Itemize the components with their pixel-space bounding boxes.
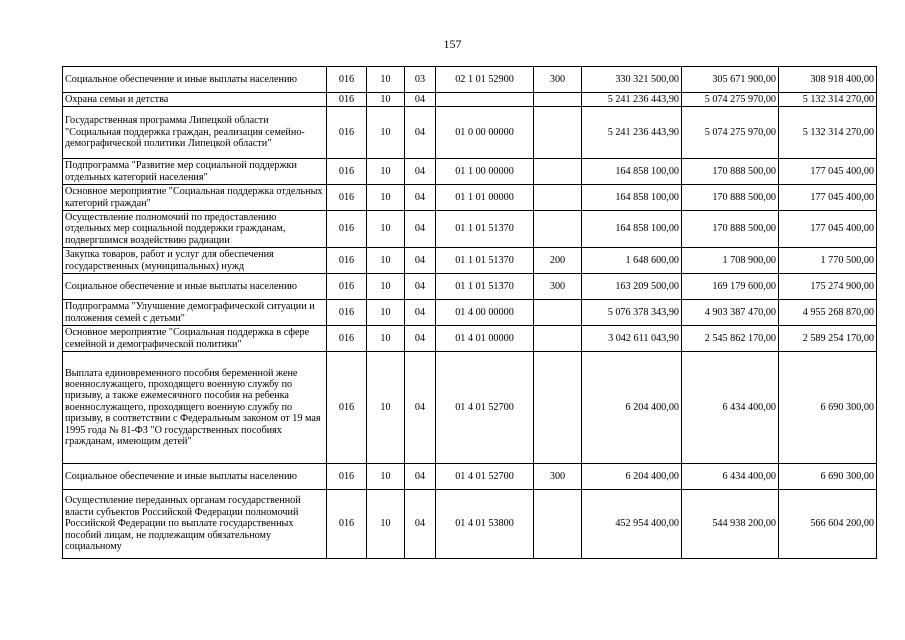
cell-subsection-code: 04 [405,107,436,159]
cell-name: Социальное обеспечение и иные выплаты населению [63,464,327,490]
cell-amount-year-1: 163 209 500,00 [582,274,682,300]
cell-section-code: 10 [367,67,405,93]
cell-expense-type: 300 [534,464,582,490]
cell-target-code [436,93,534,107]
cell-section-code: 10 [367,300,405,326]
budget-table [62,66,877,559]
cell-amount-year-1: 330 321 500,00 [582,67,682,93]
cell-target-code: 01 0 00 00000 [436,107,534,159]
cell-expense-type [534,300,582,326]
cell-subsection-code: 04 [405,211,436,248]
cell-name: Социальное обеспечение и иные выплаты населению [63,67,327,93]
table-row [63,490,877,559]
cell-amount-year-2: 2 545 862 170,00 [682,326,779,352]
cell-amount-year-3: 5 132 314 270,00 [779,93,877,107]
cell-section-code: 10 [367,490,405,559]
cell-name: Закупка товаров, работ и услуг для обеспечения государственных (муниципальных) нужд [63,248,327,274]
cell-target-code: 01 1 01 51370 [436,248,534,274]
cell-expense-type [534,185,582,211]
cell-ministry-code: 016 [327,464,367,490]
table-body [63,67,877,559]
cell-subsection-code: 04 [405,93,436,107]
cell-ministry-code: 016 [327,159,367,185]
cell-target-code: 01 1 01 51370 [436,274,534,300]
cell-amount-year-2: 6 434 400,00 [682,352,779,464]
cell-amount-year-2: 6 434 400,00 [682,464,779,490]
cell-amount-year-2: 169 179 600,00 [682,274,779,300]
cell-amount-year-2: 4 903 387 470,00 [682,300,779,326]
cell-amount-year-3: 566 604 200,00 [779,490,877,559]
cell-expense-type [534,211,582,248]
table-row [63,274,877,300]
cell-amount-year-2: 5 074 275 970,00 [682,93,779,107]
cell-amount-year-3: 1 770 500,00 [779,248,877,274]
cell-amount-year-3: 4 955 268 870,00 [779,300,877,326]
cell-amount-year-2: 1 708 900,00 [682,248,779,274]
cell-name: Основное мероприятие "Социальная поддержка в сфере семейной и демографической политики" [63,326,327,352]
cell-subsection-code: 04 [405,185,436,211]
cell-amount-year-1: 164 858 100,00 [582,211,682,248]
table-row [63,67,877,93]
cell-amount-year-3: 2 589 254 170,00 [779,326,877,352]
cell-ministry-code: 016 [327,93,367,107]
cell-expense-type [534,107,582,159]
cell-amount-year-3: 177 045 400,00 [779,211,877,248]
cell-section-code: 10 [367,464,405,490]
cell-target-code: 01 1 00 00000 [436,159,534,185]
cell-expense-type [534,159,582,185]
cell-target-code: 01 4 00 00000 [436,300,534,326]
cell-amount-year-2: 305 671 900,00 [682,67,779,93]
cell-amount-year-3: 6 690 300,00 [779,352,877,464]
cell-ministry-code: 016 [327,211,367,248]
cell-expense-type: 200 [534,248,582,274]
cell-target-code: 01 1 01 51370 [436,211,534,248]
table-row [63,211,877,248]
cell-subsection-code: 04 [405,464,436,490]
cell-section-code: 10 [367,211,405,248]
cell-amount-year-1: 5 076 378 343,90 [582,300,682,326]
cell-target-code: 01 4 01 52700 [436,464,534,490]
cell-amount-year-1: 164 858 100,00 [582,185,682,211]
cell-target-code: 01 1 01 00000 [436,185,534,211]
cell-amount-year-2: 544 938 200,00 [682,490,779,559]
cell-expense-type: 300 [534,67,582,93]
cell-section-code: 10 [367,274,405,300]
cell-amount-year-1: 5 241 236 443,90 [582,107,682,159]
cell-amount-year-3: 177 045 400,00 [779,185,877,211]
cell-amount-year-1: 6 204 400,00 [582,464,682,490]
cell-ministry-code: 016 [327,274,367,300]
cell-section-code: 10 [367,185,405,211]
cell-subsection-code: 04 [405,274,436,300]
cell-section-code: 10 [367,93,405,107]
table-row [63,159,877,185]
cell-amount-year-1: 1 648 600,00 [582,248,682,274]
cell-ministry-code: 016 [327,185,367,211]
cell-amount-year-1: 6 204 400,00 [582,352,682,464]
cell-name: Осуществление переданных органам государственной власти субъектов Российской Федерации полномочий Российской Федерации по выплате государственных пособий лицам, не подлежащим обязательному социальному [63,490,327,559]
page-number: 157 [443,37,462,51]
cell-ministry-code: 016 [327,300,367,326]
cell-amount-year-3: 6 690 300,00 [779,464,877,490]
cell-amount-year-1: 452 954 400,00 [582,490,682,559]
cell-name: Подпрограмма "Развитие мер социальной поддержки отдельных категорий населения" [63,159,327,185]
cell-section-code: 10 [367,352,405,464]
cell-amount-year-3: 308 918 400,00 [779,67,877,93]
cell-ministry-code: 016 [327,67,367,93]
cell-amount-year-3: 5 132 314 270,00 [779,107,877,159]
cell-section-code: 10 [367,248,405,274]
table-row [63,300,877,326]
cell-target-code: 02 1 01 52900 [436,67,534,93]
cell-target-code: 01 4 01 00000 [436,326,534,352]
cell-subsection-code: 04 [405,300,436,326]
cell-amount-year-1: 164 858 100,00 [582,159,682,185]
table-row [63,352,877,464]
cell-ministry-code: 016 [327,326,367,352]
table-row [63,248,877,274]
cell-expense-type [534,352,582,464]
cell-amount-year-2: 170 888 500,00 [682,211,779,248]
cell-ministry-code: 016 [327,490,367,559]
cell-ministry-code: 016 [327,107,367,159]
cell-subsection-code: 04 [405,490,436,559]
cell-expense-type: 300 [534,274,582,300]
cell-expense-type [534,490,582,559]
cell-target-code: 01 4 01 52700 [436,352,534,464]
cell-subsection-code: 04 [405,326,436,352]
table-row [63,93,877,107]
cell-section-code: 10 [367,326,405,352]
cell-name: Государственная программа Липецкой области "Социальная поддержка граждан, реализация семейно-демографической политики Липецкой области" [63,107,327,159]
cell-subsection-code: 03 [405,67,436,93]
cell-amount-year-1: 5 241 236 443,90 [582,93,682,107]
cell-amount-year-2: 5 074 275 970,00 [682,107,779,159]
cell-target-code: 01 4 01 53800 [436,490,534,559]
cell-amount-year-2: 170 888 500,00 [682,185,779,211]
cell-name: Охрана семьи и детства [63,93,327,107]
cell-amount-year-2: 170 888 500,00 [682,159,779,185]
cell-name: Социальное обеспечение и иные выплаты населению [63,274,327,300]
table-row [63,185,877,211]
cell-expense-type [534,326,582,352]
table-row [63,464,877,490]
cell-subsection-code: 04 [405,248,436,274]
cell-amount-year-3: 177 045 400,00 [779,159,877,185]
table-row [63,326,877,352]
cell-name: Подпрограмма "Улучшение демографической ситуации и положения семей с детьми" [63,300,327,326]
cell-amount-year-3: 175 274 900,00 [779,274,877,300]
cell-subsection-code: 04 [405,352,436,464]
cell-ministry-code: 016 [327,352,367,464]
cell-name: Основное мероприятие "Социальная поддержка отдельных категорий граждан" [63,185,327,211]
cell-section-code: 10 [367,159,405,185]
cell-expense-type [534,93,582,107]
cell-ministry-code: 016 [327,248,367,274]
cell-subsection-code: 04 [405,159,436,185]
cell-section-code: 10 [367,107,405,159]
table-row [63,107,877,159]
cell-amount-year-1: 3 042 611 043,90 [582,326,682,352]
cell-name: Выплата единовременного пособия беременной жене военнослужащего, проходящего военную службу по призыву, а также ежемесячного пособия на ребенка военнослужащего, проходящего военную службу по призыву, в соответствии с Федеральным законом от 19 мая 1995 года № 81-ФЗ "О государственных пособиях гражданам, имеющим детей" [63,352,327,464]
cell-name: Осуществление полномочий по предоставлению отдельных мер социальной поддержки гражданам, подвергшимся воздействию радиации [63,211,327,248]
